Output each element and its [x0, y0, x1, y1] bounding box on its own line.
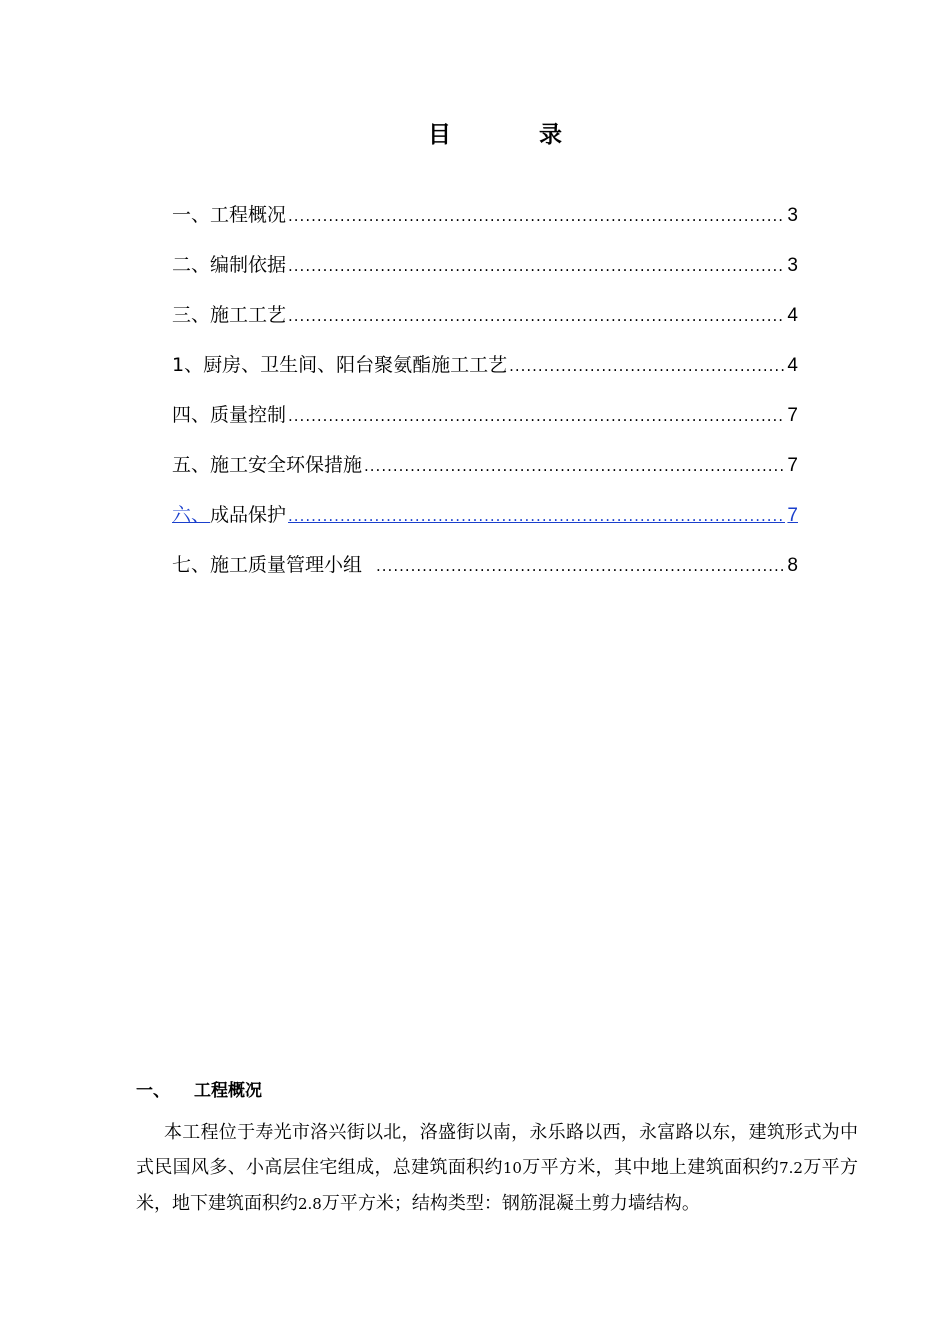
- section-title: 工程概况: [194, 1081, 262, 1101]
- toc-item-polyurethane-process[interactable]: [172, 350, 798, 400]
- toc-title-right: 录: [539, 122, 562, 148]
- toc-item-page: 4: [787, 355, 798, 376]
- num-above-ground-area: 7.2: [779, 1159, 803, 1177]
- toc-item-page: 7: [787, 455, 798, 476]
- toc-item-quality-control[interactable]: [172, 400, 798, 450]
- toc-title: [0, 116, 950, 149]
- toc-item-label: 一、工程概况: [172, 204, 287, 226]
- toc-item-label: 七、施工质量管理小组: [172, 554, 363, 576]
- toc-item-page: 7: [787, 405, 798, 426]
- toc-dot-leader: [288, 307, 785, 325]
- toc-dot-leader: [364, 457, 785, 475]
- toc-item-label: 四、质量控制: [172, 404, 287, 426]
- para-text-2: 万平方米，其中地上建筑面积约: [521, 1157, 780, 1178]
- toc-item-construction-process[interactable]: [172, 300, 798, 350]
- num-total-area: 10: [502, 1159, 522, 1177]
- toc-item-engineering-overview[interactable]: [172, 200, 798, 250]
- toc-item-compilation-basis[interactable]: [172, 250, 798, 300]
- toc-item-label: 五、施工安全环保措施: [172, 454, 363, 476]
- num-underground-area: 2.8: [298, 1195, 322, 1213]
- toc-item-product-protection-link[interactable]: [172, 500, 798, 550]
- toc-item-label: 三、施工工艺: [172, 304, 287, 326]
- toc-item-label-text: 成品保护: [210, 504, 287, 526]
- toc-item-safety-measures[interactable]: [172, 450, 798, 500]
- para-text-1: 本工程位于寿光市洛兴街以北，洛盛街以南，永乐路以西，永富路以东，建筑形式为中式民国风多、小高层住宅组成，总建筑面积约: [136, 1122, 858, 1178]
- overview-paragraph: [136, 1115, 858, 1222]
- para-text-3: 万平方米，地下建筑面积约: [136, 1157, 859, 1214]
- toc-item-page: 3: [787, 205, 798, 226]
- toc-dot-leader: [288, 407, 785, 425]
- toc-item-quality-management-team[interactable]: [172, 550, 798, 600]
- section-number: 一、: [136, 1081, 170, 1101]
- toc-list: [172, 200, 798, 600]
- toc-item-page: 8: [787, 555, 798, 576]
- toc-item-page: 4: [787, 305, 798, 326]
- section-heading-overview: [136, 1076, 262, 1101]
- toc-dot-leader: [376, 557, 785, 575]
- toc-dot-leader: [288, 207, 785, 225]
- para-text-4: 万平方米；结构类型：钢筋混凝土剪力墙结构。: [321, 1193, 700, 1214]
- toc-item-page: 3: [787, 255, 798, 276]
- toc-dot-leader: [288, 257, 785, 275]
- toc-item-label: [172, 500, 286, 527]
- toc-item-page-link[interactable]: 7: [787, 505, 798, 526]
- toc-dot-leader-link[interactable]: [288, 507, 785, 525]
- toc-dot-leader: [509, 357, 785, 375]
- toc-link-prefix[interactable]: 六、: [172, 504, 211, 526]
- toc-title-left: 目: [428, 122, 451, 148]
- toc-item-label: 二、编制依据: [172, 254, 287, 276]
- toc-item-label: 1、厨房、卫生间、阳台聚氨酯施工工艺: [172, 354, 508, 376]
